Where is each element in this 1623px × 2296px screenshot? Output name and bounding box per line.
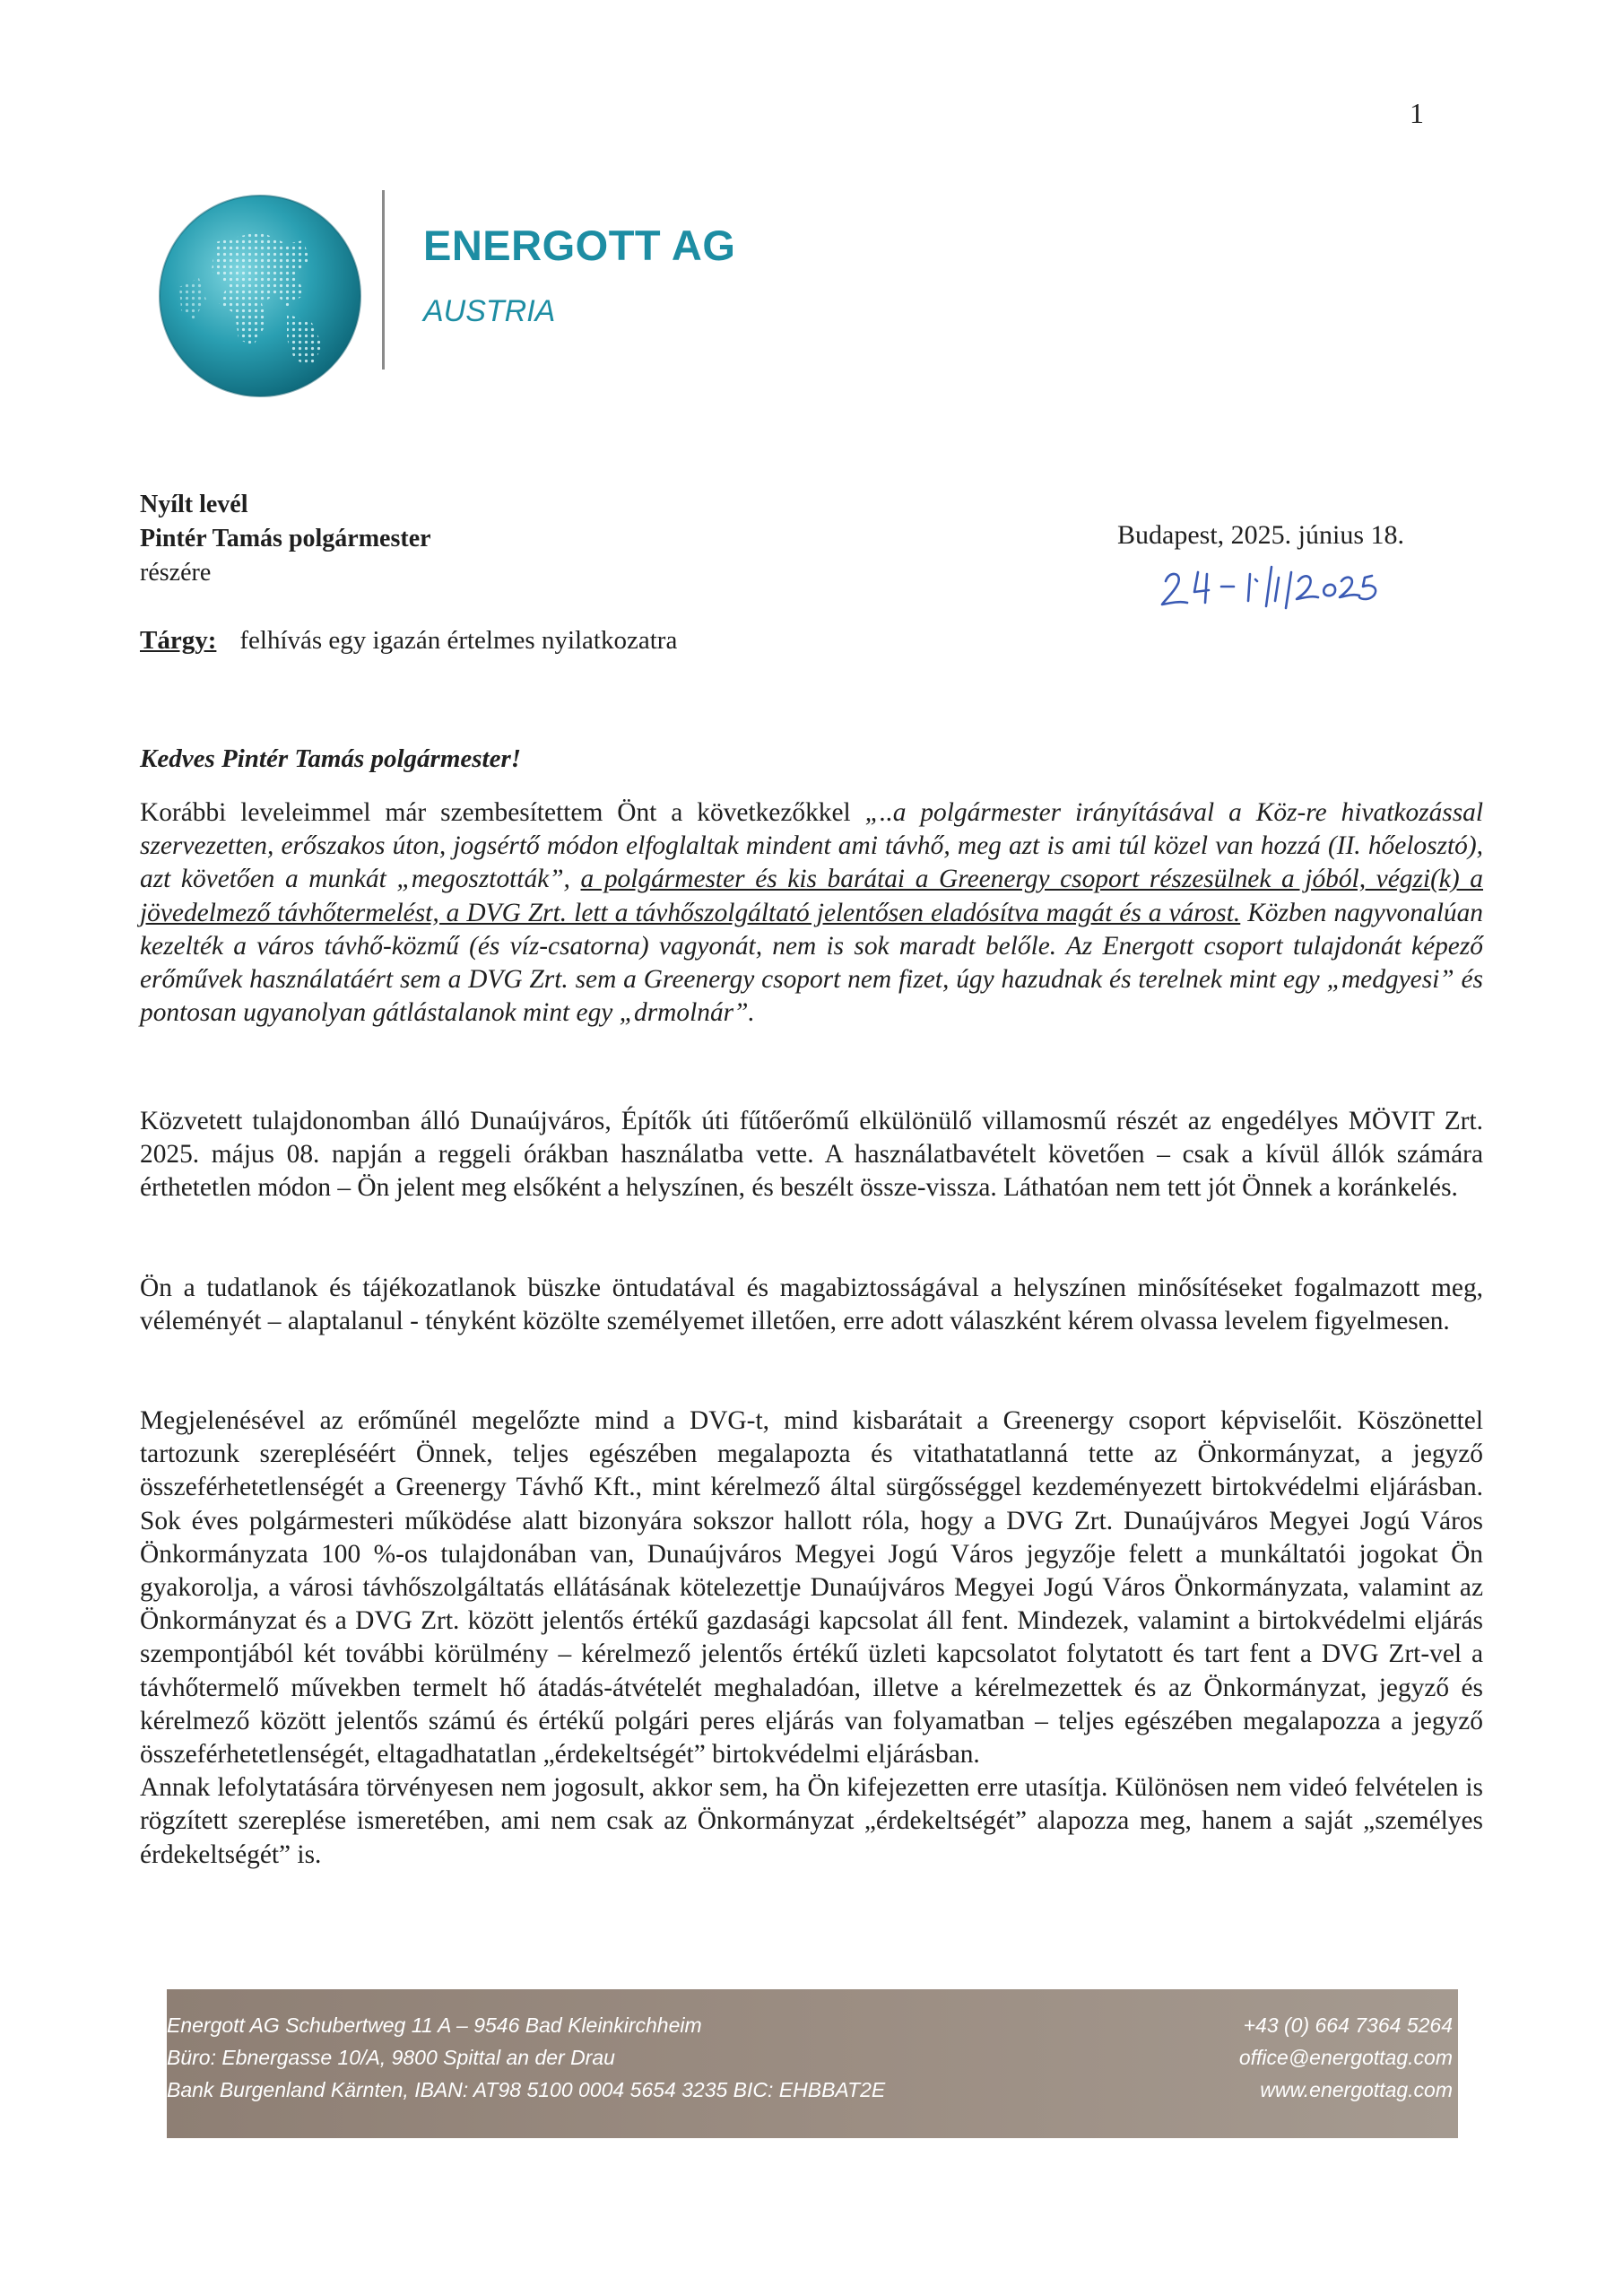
subject-text: felhívás egy igazán értelmes nyilatkozatra: [239, 626, 678, 655]
salutation: Kedves Pintér Tamás polgármester!: [140, 744, 522, 773]
subject-line: [140, 626, 677, 656]
paragraph-5-text: Annak lefolytatására törvényesen nem jogosult, akkor sem, ha Ön kifejezetten erre utasítja. Különösen nem videó felvételen is rögzített szereplése ismeretében, ami nem csak az Önkormányzat „érdekeltségét” alapozza meg, hanem a saját „személyes érdekeltségét” is.: [140, 1773, 1483, 1869]
paragraph-1-quote-end: Közben nagyvonalúan kezelték a város távhő-közmű (és víz-csatorna) vagyonát, nem is sok maradt belőle. Az Energott csoport tulajdonát képező erőművek használatáért sem a DVG Zrt. sem a Greenergy csoport nem fizet, úgy hazudnak és terelnek mint egy „medgyesi” és pontosan ugyanolyan gátlástalanok mint egy „drmolnár”.: [140, 898, 1484, 1028]
footer-website: www.energottag.com: [1260, 2078, 1453, 2101]
company-name: ENERGOTT AG: [423, 222, 736, 269]
paragraph-1-quote: „..a polgármester irányításával a Köz-re hivatkozással szervezetten, erőszakos úton, jogsértő módon elfoglaltak mindent ami távhő, meg azt is ami túl közel van hozzá (II. hőelosztó), azt követően a munkát „megosztották”,: [140, 798, 1484, 894]
footer-band: [167, 1989, 1458, 2138]
handwritten-date-stamp: [1157, 554, 1399, 612]
logo-divider: [382, 190, 385, 370]
paragraph-2-text: Közvetett tulajdonomban álló Dunaújváros, Építők úti fűtőerőmű elkülönülő villamosmű részét az engedélyes MÖVIT Zrt. 2025. május 08. napján a reggeli órákban használatba vette. A használatbavételt követően – csak a kívül állók számára érthetetlen módon – Ön jelent meg elsőként a helyszínen, és beszélt össze-vissza. Láthatóan nem tett jót Önnek a koránkelés.: [140, 1107, 1483, 1203]
letter-type: Nyílt levél: [140, 491, 248, 518]
paragraph-4-text: Megjelenésével az erőműnél megelőzte mind a DVG-t, mind kisbarátait a Greenergy csoport képviselőit. Köszönettel tartozunk szerepléséért Önnek, teljes egészében megalapozta és vitathatatlanná tette az Önkormányzat, a jegyző összeférhetetlenségét a Greenergy Távhő Kft., mint kérelmező által sürgősséggel kezdeményezett birtokvédelmi eljárásban. Sok éves polgármesteri működése alatt bizonyára sokszor hallott róla, hogy a DVG Zrt. Dunaújváros Megyei Jogú Város Önkormányzata 100 %-os tulajdonában van, Dunaújváros Megyei Jogú Város jegyzője felett a munkáltatói jogokat Ön gyakorolja, a városi távhőszolgáltatás ellátásának kötelezettje Dunaújváros Megyei Jogú Város Önkormányzata, valamint az Önkormányzat és a DVG Zrt. között jelentős értékű gazdasági kapcsolat áll fent. Mindezek, valamint a birtokvédelmi eljárás szempontjából két további körülmény – kérelmező jelentős értékű üzleti kapcsolatot folytatott és tart fent a DVG Zrt-vel a távhőtermelő művekben termelt hő átadás-átvételét meghaladóan, illetve a kérelmezettek és az Önkormányzat, jegyző és kérelmező között jelentős számú és értékű polgári peres eljárás van folyamatban – teljes egészében megalapozza a jegyző összeférhetetlenségét, eltagadhatatlan „érdekeltségét” birtokvédelmi eljárásban.: [140, 1406, 1483, 1770]
page-number: 1: [1410, 97, 1424, 129]
paragraph-3-text: Ön a tudatlanok és tájékozatlanok büszke öntudatával és magabiztosságával a helyszínen minősítéseket fogalmazott meg, véleményét – alaptalanul - tényként közölte személyemet illetően, erre adott válaszként kérem olvassa levelem figyelmesen.: [140, 1274, 1483, 1336]
paragraph-2: [140, 1105, 1483, 1205]
recipient-suffix: részére: [140, 559, 212, 587]
footer-bank-line: Bank Burgenland Kärnten, IBAN: AT98 5100 0004 5654 3235 BIC: EHBBAT2E: [167, 2078, 886, 2101]
paragraph-3: [140, 1272, 1483, 1338]
recipient-name: Pintér Tamás polgármester: [140, 525, 431, 552]
paragraph-1-underlined-quote: a polgármester és kis barátai a Greenergy csoport részesülnek a jóból, végzi(k) a jövedelmező távhőtermelést, a DVG Zrt. lett a távhőszolgáltató jelentősen eladósítva magát és a várost.: [140, 865, 1484, 927]
letter-date: Budapest, 2025. június 18.: [1117, 520, 1404, 550]
paragraph-1-intro: Korábbi leveleimmel már szembesítettem Önt a következőkkel: [140, 798, 865, 827]
paragraph-4: [140, 1405, 1483, 1872]
paragraph-1: [140, 796, 1483, 1030]
subject-label: Tárgy:: [140, 626, 217, 655]
footer-address: [167, 2009, 885, 2106]
footer-office-line: Büro: Ebnergasse 10/A, 9800 Spittal an der Drau: [167, 2046, 615, 2069]
footer-address-line: Energott AG Schubertweg 11 A – 9546 Bad Kleinkirchheim: [167, 2013, 702, 2037]
letter-header: [140, 488, 431, 590]
footer-phone: +43 (0) 664 7364 5264: [1243, 2013, 1453, 2037]
footer-contact: [1239, 2009, 1453, 2106]
globe-icon: [152, 188, 368, 404]
footer-email: office@energottag.com: [1238, 2046, 1453, 2069]
company-country: AUSTRIA: [423, 294, 556, 328]
